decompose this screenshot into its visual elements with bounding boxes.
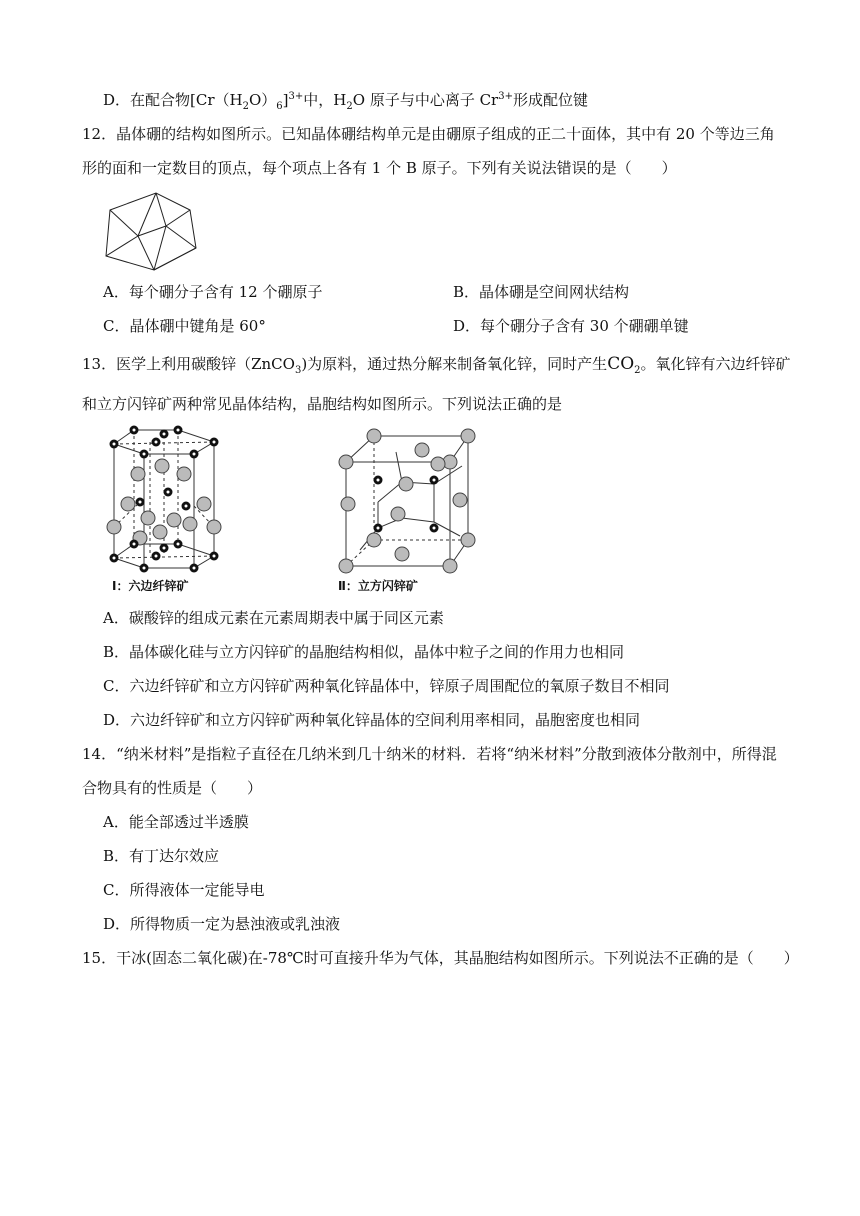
q11-option-d-text: ] xyxy=(282,91,289,109)
q12-option-c: C．晶体硼中键角是 60° xyxy=(103,317,266,335)
q13-option-b: B．晶体碳化硅与立方闪锌矿的晶胞结构相似，晶体中粒子之间的作用力也相同 xyxy=(103,643,625,661)
co2-formula: CO xyxy=(607,354,635,374)
q13-option-c: C．六边纤锌矿和立方闪锌矿两种氧化锌晶体中，锌原子周围配位的氧原子数目不相同 xyxy=(103,677,670,695)
icosahedron-figure xyxy=(100,190,200,272)
q14-option-c: C．所得液体一定能导电 xyxy=(103,881,265,899)
q12-stem-line2: 形的面和一定数目的顶点，每个项点上各有 1 个 B 原子。下列有关说法错误的是（ ） xyxy=(82,159,677,177)
wurtzite-caption: Ⅰ：六边纤锌矿 xyxy=(112,579,189,593)
q13-stem-text: 。氧化锌有六边纤锌矿 xyxy=(640,355,791,373)
q12-stem-line1: 12．晶体硼的结构如图所示。已知晶体硼结构单元是由硼原子组成的正二十面体，其中有 20 个等边三角 xyxy=(82,125,775,143)
q12-option-d: D．每个硼分子含有 30 个硼硼单键 xyxy=(453,317,689,335)
subscript: 2 xyxy=(634,365,641,376)
q13-stem-text: 13．医学上利用碳酸锌（ZnCO xyxy=(82,355,295,373)
q15-stem-line1: 15．干冰(固态二氧化碳)在-78℃时可直接升华为气体，其晶胞结构如图所示。下列说法不正确的是（ ） xyxy=(82,949,799,967)
q12-option-b: B．晶体硼是空间网状结构 xyxy=(453,283,630,301)
q13-stem-text: )为原料，通过热分解来制备氧化锌，同时产生 xyxy=(301,355,608,373)
q14-option-b: B．有丁达尔效应 xyxy=(103,847,220,865)
q13-stem-line2: 和立方闪锌矿两种常见晶体结构，晶胞结构如图所示。下列说法正确的是 xyxy=(82,395,563,413)
q13-stem-line1 xyxy=(82,354,791,374)
q14-stem-line1: 14．“纳米材料”是指粒子直径在几纳米到几十纳米的材料．若将“纳米材料”分散到液体分散剂中，所得混 xyxy=(82,745,777,763)
wurtzite-unit-cell-figure xyxy=(100,420,228,600)
q11-option-d-text: 形成配位键 xyxy=(512,91,588,109)
q11-option-d-text: O） xyxy=(248,91,277,109)
superscript: 3+ xyxy=(498,91,513,102)
zinc-blende-unit-cell-figure xyxy=(336,424,484,574)
q13-option-d: D．六边纤锌矿和立方闪锌矿两种氧化锌晶体的空间利用率相同，晶胞密度也相同 xyxy=(103,711,641,729)
zinc-blende-caption: Ⅱ：立方闪锌矿 xyxy=(338,579,418,593)
q14-stem-line2: 合物具有的性质是（ ） xyxy=(82,779,263,797)
subscript: 6 xyxy=(276,101,283,112)
q13-option-a: A．碳酸锌的组成元素在元素周期表中属于同区元素 xyxy=(103,609,444,627)
q14-option-d: D．所得物质一定为悬浊液或乳浊液 xyxy=(103,915,341,933)
subscript: 2 xyxy=(242,101,249,112)
superscript: 3+ xyxy=(288,91,304,102)
q14-option-a: A．能全部透过半透膜 xyxy=(103,813,249,831)
q11-option-d-text: D．在配合物[Cr（H xyxy=(103,91,243,109)
q11-option-d-text: 中，H xyxy=(303,91,347,109)
subscript: 2 xyxy=(346,101,353,112)
subscript: 3 xyxy=(294,365,302,376)
q11-option-d xyxy=(103,90,588,110)
q12-option-a: A．每个硼分子含有 12 个硼原子 xyxy=(103,283,323,301)
q11-option-d-text: O 原子与中心离子 Cr xyxy=(352,91,499,109)
